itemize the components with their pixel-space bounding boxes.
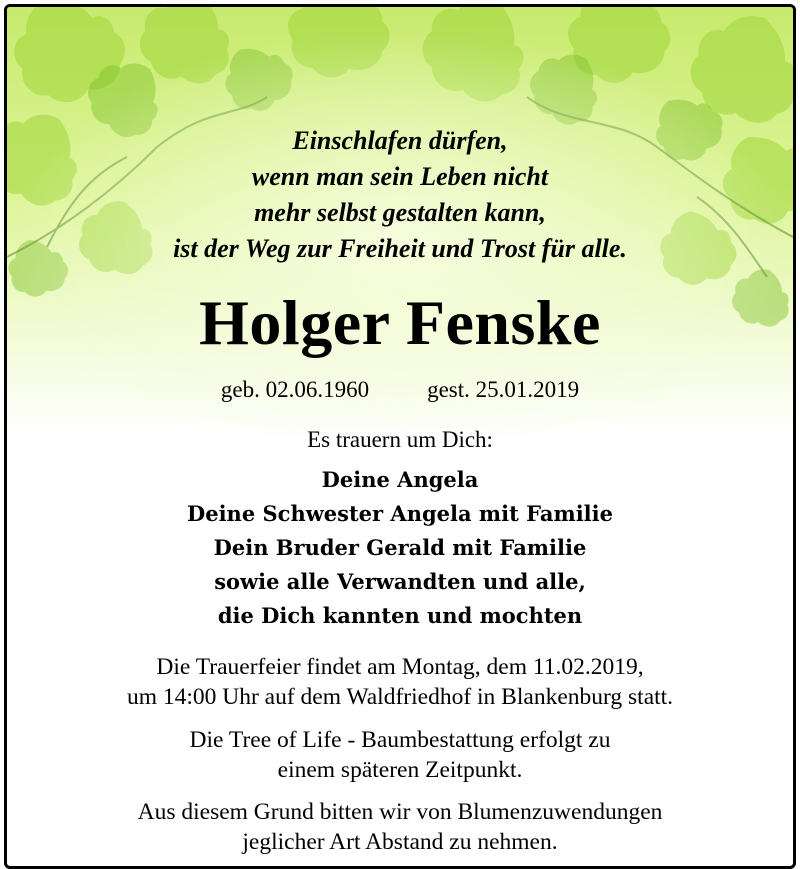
ceremony-line: Die Trauerfeier findet am Montag, dem 11.02.2019, (156, 654, 644, 680)
mourner-line: Dein Bruder Gerald mit Familie (213, 535, 587, 560)
death-date: gest. 25.01.2019 (427, 377, 580, 402)
burial-line: Die Tree of Life - Baumbestattung erfolgt zu (189, 727, 611, 753)
memorial-poem (7, 123, 793, 267)
birth-date: geb. 02.06.1960 (220, 377, 370, 402)
ceremony-info (7, 652, 793, 712)
notice-content (7, 7, 793, 866)
flowers-line: Aus diesem Grund bitten wir von Blumenzuwendungen (137, 799, 663, 825)
mourner-line: Deine Angela (321, 467, 479, 492)
poem-line: mehr selbst gestalten kann, (254, 198, 546, 227)
mourners-intro: Es trauern um Dich: (307, 427, 493, 452)
poem-line: wenn man sein Leben nicht (251, 162, 549, 191)
obituary-notice (4, 4, 796, 869)
burial-info (7, 725, 793, 785)
life-dates (7, 375, 793, 405)
flowers-line: jeglicher Art Abstand zu nehmen. (242, 829, 558, 855)
mourners-list (7, 463, 793, 633)
poem-line: Einschlafen dürfen, (292, 126, 508, 155)
mourner-line: die Dich kannten und mochten (217, 603, 583, 628)
mourner-line: Deine Schwester Angela mit Familie (187, 501, 613, 526)
ceremony-line: um 14:00 Uhr auf dem Waldfriedhof in Blankenburg statt. (126, 684, 674, 710)
deceased-name: Holger Fenske (199, 287, 601, 358)
burial-line: einem späteren Zeitpunkt. (277, 757, 523, 783)
poem-line: ist der Weg zur Freiheit und Trost für alle. (173, 234, 627, 263)
mourner-line: sowie alle Verwandten und alle, (214, 569, 586, 594)
flowers-request (7, 797, 793, 857)
